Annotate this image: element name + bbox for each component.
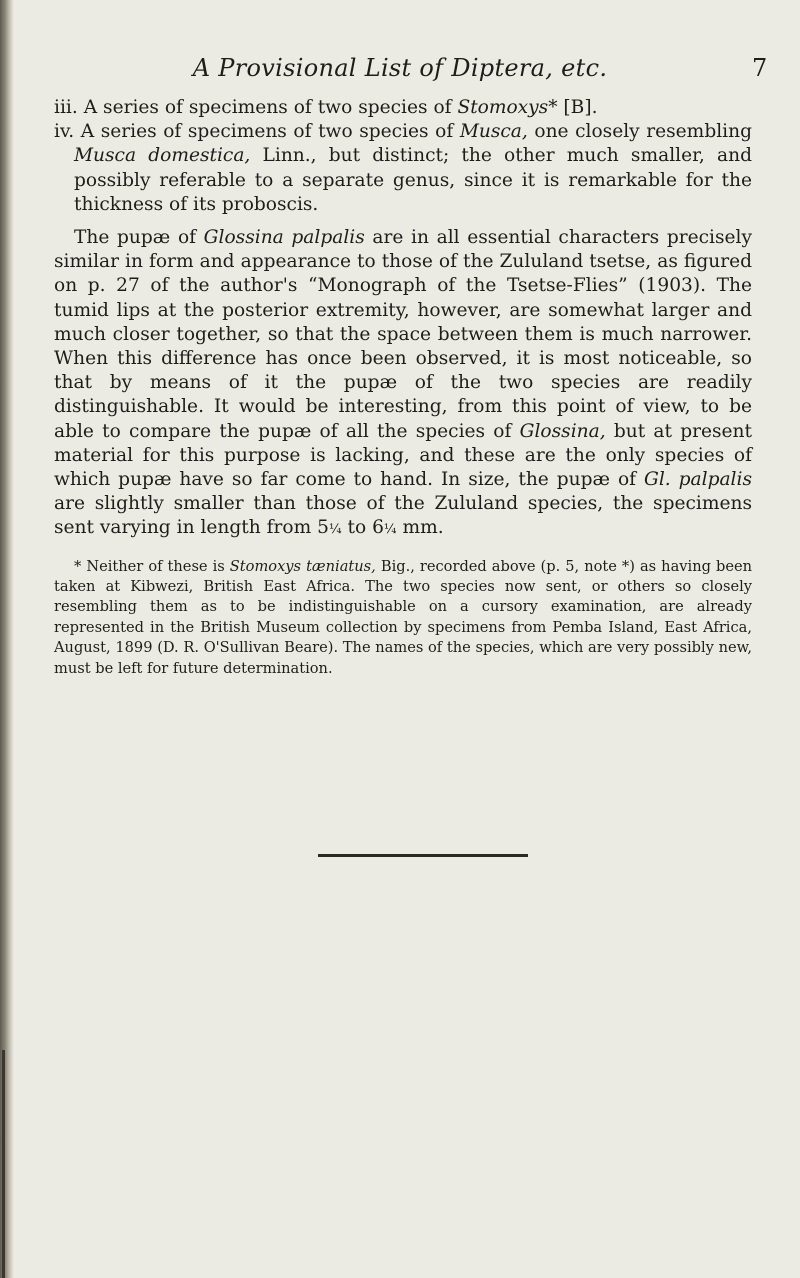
footnote-marker: * [548, 97, 558, 118]
page-body [54, 96, 752, 679]
item-numeral: iii. [54, 97, 78, 118]
paragraph-text: are in all essential characters precisely similar in form and appearance to those of the Zululand tsetse, as figured on p. 27 of the author's “Monograph of the Tsetse-Flies” (1903). The tumid lips at the posterior extremity, however, are somewhat larger and much closer together, so that the space between them is much narrower. When this difference has once been observed, it is most noticeable, so that by means of it the pupæ of the two species are readily distinguishable. It would be interesting, from this point of view, to be able to compare the pupæ of all the species of [54, 227, 753, 442]
paragraph-text: The pupæ of [74, 227, 204, 249]
running-title: A Provisional List of Diptera, etc. [192, 54, 608, 82]
footnote [54, 557, 752, 679]
binding-shadow-line [2, 1050, 5, 1278]
paragraph-text: mm. [396, 517, 444, 539]
fraction: ¼ [328, 522, 342, 538]
list-item-iii [54, 96, 752, 120]
species-name: Stomoxys tæniatus, [229, 557, 376, 575]
item-text: A series of specimens of two species of [80, 121, 460, 143]
item-text: A series of specimens of two species of [83, 97, 458, 118]
genus-name: Musca, [459, 121, 528, 143]
list-item-iv [54, 120, 752, 217]
page-header [0, 54, 800, 94]
body-paragraph [54, 226, 752, 543]
species-name: Stomoxys [457, 97, 549, 118]
fraction: ¼ [383, 522, 397, 538]
item-text: one closely resembling [527, 121, 752, 143]
page-number: 7 [752, 54, 768, 82]
paragraph-text: to 6 [341, 517, 384, 539]
section-rule [318, 854, 528, 857]
species-name: Glossina palpalis [203, 227, 365, 249]
item-text: [B]. [557, 97, 598, 118]
species-name: Gl. palpalis [643, 469, 752, 491]
species-name: Musca domestica, [74, 145, 251, 167]
paragraph-text: are slightly smaller than those of the Zululand species, the specimens sent varying in length from 5 [54, 493, 752, 539]
footnote-text: * Neither of these is [74, 557, 230, 575]
genus-name: Glossina, [519, 420, 606, 442]
item-numeral: iv. [54, 121, 75, 143]
paragraph-text: but at present material for this purpose is lacking, and these are the only species of which pupæ have so far come to hand. In size, the pupæ of [54, 420, 752, 491]
footnote-text: Big., recorded above (p. 5, note *) as having been taken at Kibwezi, British East Africa. The two species now sent, or others so closely resembling them as to be indistinguishable on a cursory examination, are already represented in the British Museum collection by specimens from Pemba Island, East Africa, August, 1899 (D. R. O'Sullivan Beare). The names of the species, which are very possibly new, must be left for future determination. [54, 557, 752, 677]
item-text: Linn., but distinct; the other much smaller, and possibly referable to a separate genus, since it is remarkable for the thickness of its proboscis. [74, 145, 752, 215]
